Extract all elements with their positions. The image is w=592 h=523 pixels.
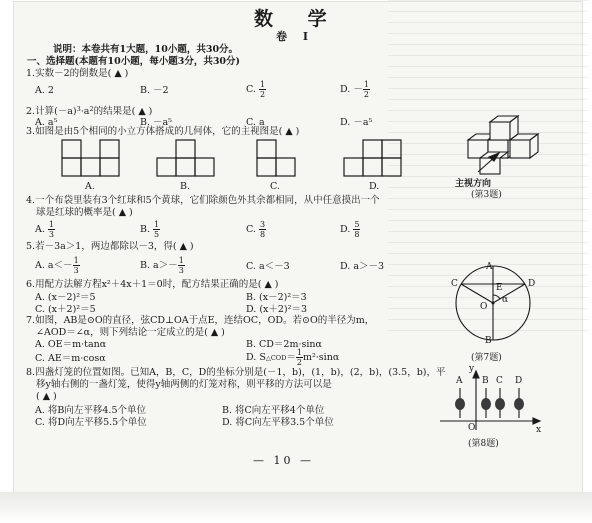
question-7-stem-line1: 7.如图，AB是⊙O的直径，弦CD⊥OA于点E，连结OC，OD。若⊙O的半径为m， xyxy=(26,315,375,326)
q1-option-b: B. －2 xyxy=(140,85,169,96)
q3-view-c-shape xyxy=(257,140,295,176)
q8-label-y: y xyxy=(469,364,475,374)
q2-stem-part2: ·a xyxy=(80,106,90,117)
q8-label-a: A xyxy=(456,376,463,386)
q7-d-subscript: △COD xyxy=(265,354,287,362)
q2-option-d: D. －a⁵ xyxy=(340,117,373,128)
q8-label-c: C xyxy=(496,376,503,386)
q5-a-den: 3 xyxy=(73,266,79,275)
q7-label-b: B xyxy=(485,336,492,346)
q5-option-a xyxy=(35,256,80,275)
q4-d-label: D. xyxy=(340,224,354,235)
question-8-stem-line1: 8.四盏灯笼的位置如图。已知A，B，C，D的坐标分别是(－1，b)，(1，b)，(2，b)，(3.5，b)，平 xyxy=(26,367,446,378)
question-8-stem-line2: 移y轴右侧的一盏灯笼，使得y轴两侧的灯笼对称，则平移的方法可以是 xyxy=(36,379,332,390)
q7-caption: (第7题) xyxy=(471,353,502,363)
q7-option-a: A. OE＝m·tanα xyxy=(35,339,107,350)
page-number: — 10 — xyxy=(253,454,314,467)
q5-option-b xyxy=(140,256,185,275)
q6-option-c: C. (x＋2)²＝5 xyxy=(35,304,96,315)
question-8-stem-line3: ( ▲ ) xyxy=(36,391,57,402)
q1-c-den: 2 xyxy=(259,90,266,99)
q7-option-b: B. CD＝2m·sinα xyxy=(246,339,322,350)
q7-label-d: D xyxy=(528,279,536,289)
q4-a-num: 1 xyxy=(48,220,54,229)
q8-label-d: D xyxy=(515,376,523,386)
q2-exponent-1: 3 xyxy=(76,105,81,113)
q7-label-a: A xyxy=(486,262,493,272)
q8-label-b: B xyxy=(482,376,489,386)
q8-option-d: D. 将C向左平移3.5个单位 xyxy=(222,417,334,428)
q8-option-b: B. 将C向左平移4个单位 xyxy=(222,405,325,416)
q3-option-d: D. xyxy=(369,181,380,192)
q3-view-d-shape xyxy=(344,140,401,176)
q2-option-a: A. a⁵ xyxy=(35,117,58,128)
q5-b-label: B. a＞－ xyxy=(140,260,178,271)
q4-b-label: B. xyxy=(140,224,154,235)
q4-option-c xyxy=(246,220,266,239)
question-5-stem: 5.若－3a＞1，两边都除以－3，得( ▲ ) xyxy=(26,241,194,252)
q6-option-a: A. (x－2)²＝5 xyxy=(35,292,96,303)
q4-d-num: 5 xyxy=(354,220,360,229)
q4-a-den: 3 xyxy=(48,230,54,239)
q4-b-num: 1 xyxy=(154,220,160,229)
q7-label-c: C xyxy=(451,279,458,289)
section-heading: 一、选择题(本题有10小题，每小题3分，共30分) xyxy=(27,56,241,67)
q4-a-fraction xyxy=(48,220,55,239)
q7-d-num: 1 xyxy=(296,348,302,357)
q7-d-fraction xyxy=(296,348,303,367)
q6-option-b: B. (x－2)²＝3 xyxy=(246,292,307,303)
q1-option-d-label: D. － xyxy=(340,84,363,95)
q2-option-c: C. a xyxy=(246,117,265,128)
q8-option-a: A. 将B向左平移4.5个单位 xyxy=(35,405,146,416)
question-3-stem: 3.如图是由5个相同的小立方体搭成的几何体，它的主视图是( ▲ ) xyxy=(26,126,300,137)
q7-label-e: E xyxy=(496,283,503,293)
q7-label-alpha: α xyxy=(502,295,509,305)
q8-option-c: C. 将D向左平移5.5个单位 xyxy=(35,417,147,428)
q8-caption: (第8题) xyxy=(468,439,499,449)
q8-label-x: x xyxy=(536,425,542,435)
q4-d-fraction xyxy=(353,220,360,239)
q7-d-den: 2 xyxy=(296,358,302,367)
question-6-stem: 6.用配方法解方程x²＋4x＋1＝0时，配方结果正确的是( ▲ ) xyxy=(26,279,279,290)
q2-stem-part1: 2.计算(－a) xyxy=(26,106,77,117)
q8-lanterns xyxy=(455,398,524,410)
q1-d-den: 2 xyxy=(363,90,369,99)
question-4-stem-line1: 4.一个布袋里装有3个红球和5个黄球，它们除颜色外其余都相同，从中任意摸出一个 xyxy=(26,195,380,206)
volume-label: 卷 Ⅰ xyxy=(276,30,314,43)
q6-option-d: D. (x＋2)²＝3 xyxy=(246,304,307,315)
q4-b-fraction xyxy=(153,220,160,239)
q2-option-b: B. －a⁵ xyxy=(140,117,172,128)
q3-option-b: B. xyxy=(180,181,191,192)
q4-d-den: 8 xyxy=(354,230,360,239)
q3-option-c: C. xyxy=(270,181,280,192)
q4-a-label: A. xyxy=(35,224,48,235)
q7-label-o: O xyxy=(480,302,488,312)
instructions: 说明：本卷共有1大题，10小题，共30分。 xyxy=(53,44,239,55)
q4-c-label: C. xyxy=(246,224,259,235)
q1-d-num: 1 xyxy=(363,80,369,89)
question-4-stem-line2: 球是红球的概率是( ▲ ) xyxy=(36,207,133,218)
q5-a-fraction xyxy=(73,256,80,275)
q1-option-c-label: C. xyxy=(246,84,259,95)
q4-b-den: 5 xyxy=(154,230,160,239)
q1-option-a: A. 2 xyxy=(35,85,54,96)
q3-view-b-shape xyxy=(157,140,214,176)
q5-b-fraction xyxy=(178,256,185,275)
q7-d-tail: m²·sinα xyxy=(302,352,340,363)
q5-a-label: A. a＜－ xyxy=(35,260,73,271)
q5-b-num: 1 xyxy=(178,256,184,265)
q2-exponent-2: 2 xyxy=(89,105,94,113)
q5-option-d: D. a＞－3 xyxy=(340,261,385,272)
q5-option-c: C. a＜－3 xyxy=(246,261,290,272)
q5-b-den: 3 xyxy=(178,266,184,275)
q3-view-a-shape xyxy=(62,140,119,176)
q7-d-label: D. S xyxy=(246,352,266,363)
q4-c-num: 3 xyxy=(259,220,266,229)
q3-option-a: A. xyxy=(85,181,95,192)
page-title: 数 学 xyxy=(254,8,341,30)
q4-c-fraction xyxy=(259,220,266,239)
q7-center-dot xyxy=(492,302,495,305)
q4-option-a xyxy=(35,220,55,239)
q4-option-b xyxy=(140,220,160,239)
q8-label-o: O xyxy=(468,423,476,433)
q3-view-direction-label: 主视方向 xyxy=(455,179,492,189)
q2-stem-part3: 的结果是( ▲ ) xyxy=(93,106,153,117)
q3-caption: (第3题) xyxy=(471,190,502,200)
q7-option-d xyxy=(246,348,339,367)
q1-c-num: 1 xyxy=(259,80,266,89)
q7-option-c: C. AE＝m·cosα xyxy=(35,353,106,364)
q5-a-num: 1 xyxy=(73,256,79,265)
q3-cube-figure xyxy=(468,116,538,174)
q4-option-d xyxy=(340,220,360,239)
question-1-stem: 1.实数－2的倒数是( ▲ ) xyxy=(26,68,129,79)
q4-c-den: 8 xyxy=(259,230,266,239)
q7-d-equals: ＝ xyxy=(286,352,296,363)
question-7-stem-line2: ∠AOD＝∠α，则下列结论一定成立的是( ▲ ) xyxy=(36,327,225,338)
page-bottom-shadow xyxy=(0,492,592,523)
